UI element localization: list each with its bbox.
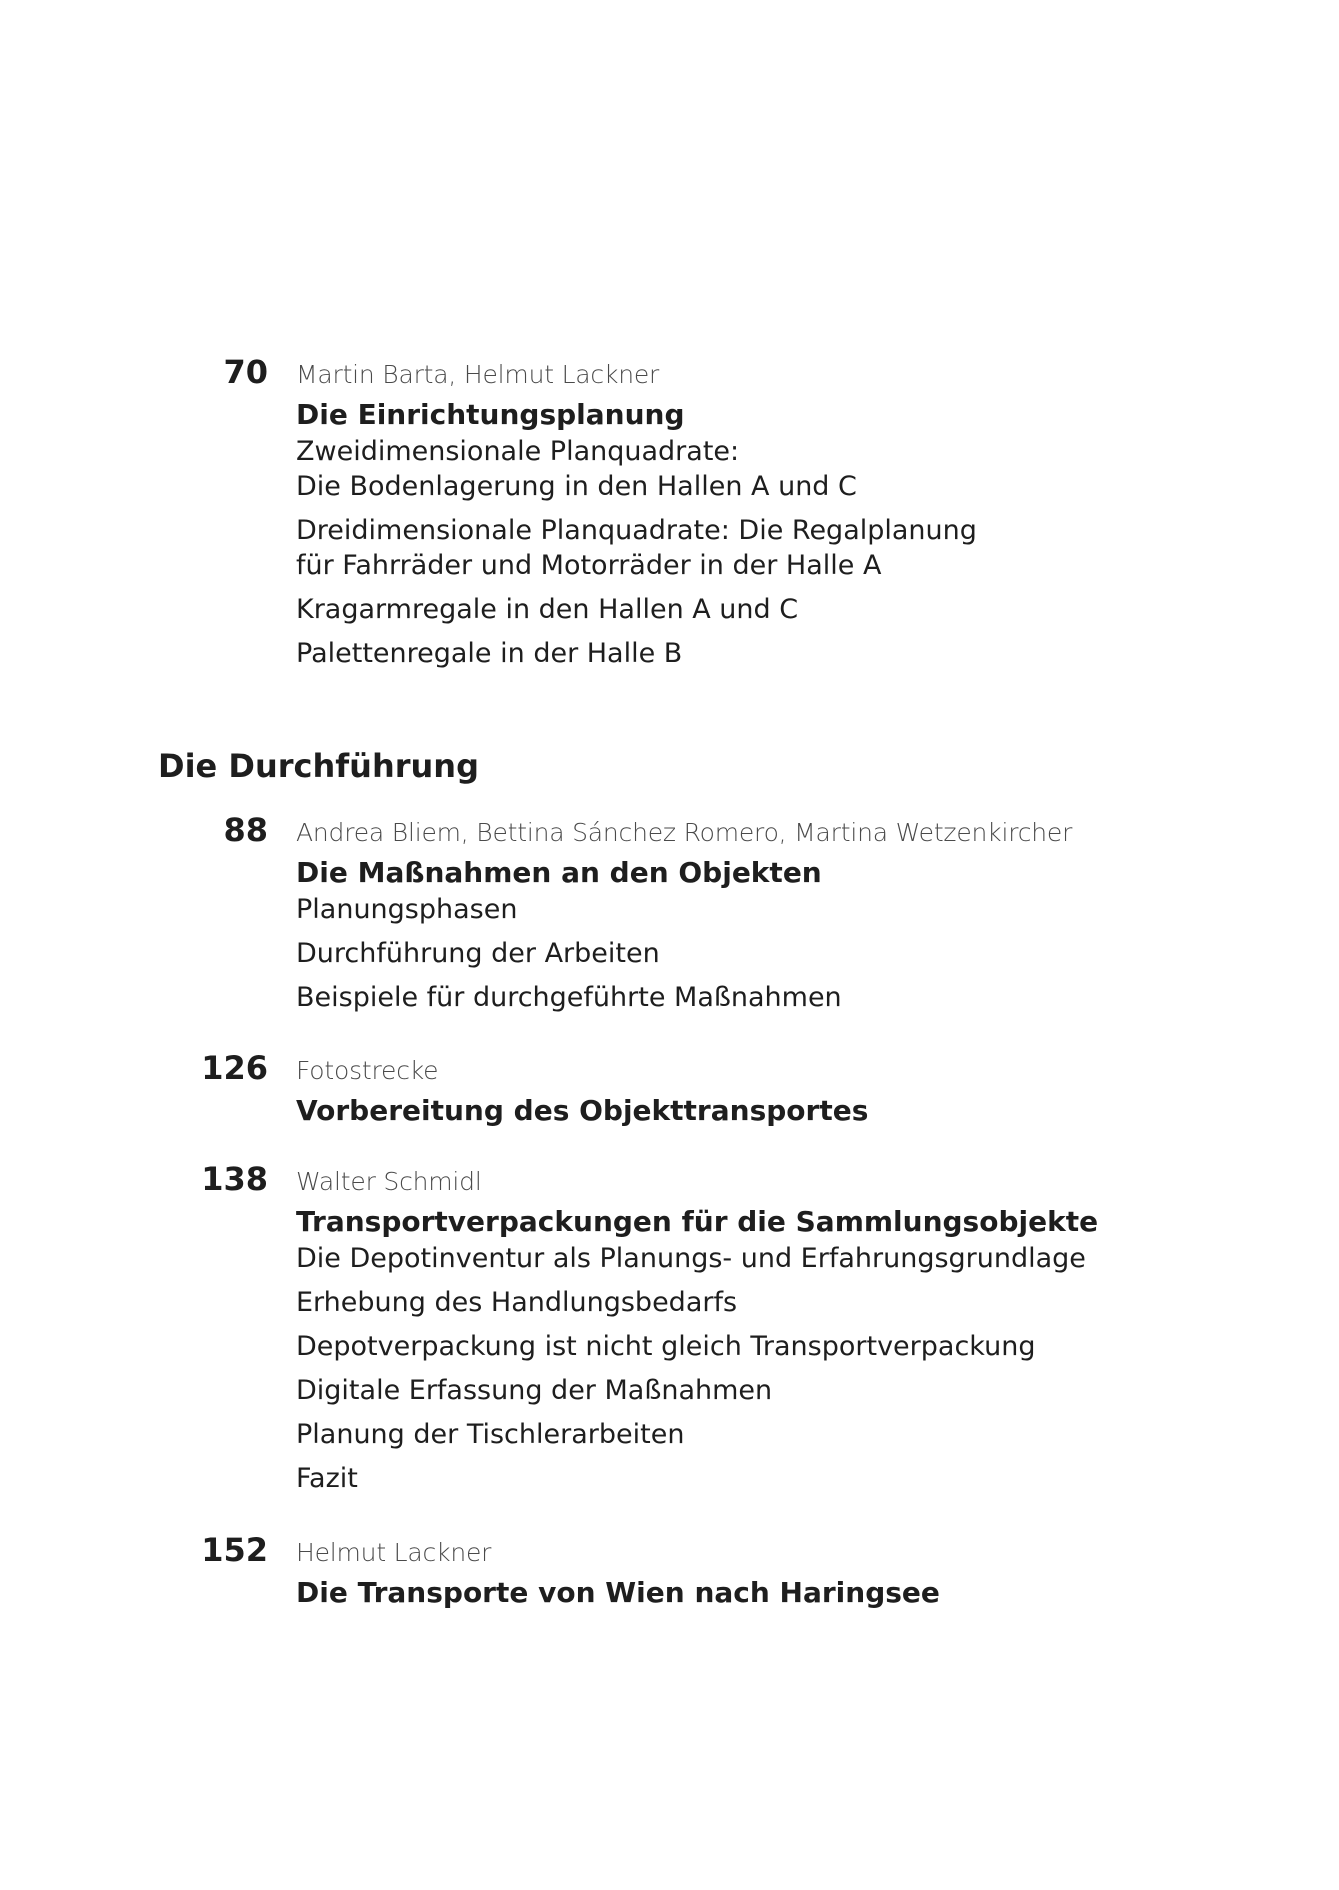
entry-subtitle: Fazit [296,1463,358,1494]
entry-author: Martin Barta, Helmut Lackner [296,360,660,389]
entry-author: Fotostrecke [296,1056,439,1085]
entry-subtitle: Digitale Erfassung der Maßnahmen [296,1375,773,1406]
entry-subtitle: Erhebung des Handlungsbedarfs [296,1287,738,1318]
entry-content [296,816,1276,1015]
entry-subtitle: Durchführung der Arbeiten [296,938,660,969]
entry-content [296,1536,1276,1612]
page-number: 152 [201,1531,268,1569]
entry-subtitle: Palettenregale in der Halle B [296,638,683,669]
entry-subtitle: Die Bodenlagerung in den Hallen A und C [296,471,857,502]
entry-title: Die Maßnahmen an den Objekten [296,856,822,889]
entry-subtitle: Die Depotinventur als Planungs- und Erfahrungsgrundlage [296,1243,1086,1274]
entry-subtitle: Planungsphasen [296,894,518,925]
page-number: 70 [223,353,268,391]
entry-subtitle: Beispiele für durchgeführte Maßnahmen [296,982,842,1013]
entry-content [296,1054,1276,1130]
entry-content [296,1165,1276,1496]
entry-subtitle: Zweidimensionale Planquadrate: [296,436,740,467]
entry-subtitle: Kragarmregale in den Hallen A und C [296,594,799,625]
page-number: 88 [223,811,268,849]
section-heading: Die Durchführung [158,747,479,785]
entry-author: Walter Schmidl [296,1167,482,1196]
page-number: 138 [201,1160,268,1198]
entry-title: Die Einrichtungsplanung [296,398,685,431]
entry-content [296,358,1276,671]
entry-subtitle: Dreidimensionale Planquadrate: Die Regalplanung [296,515,977,546]
entry-title: Die Transporte von Wien nach Haringsee [296,1576,940,1609]
entry-subtitle: Planung der Tischlerarbeiten [296,1419,685,1450]
entry-author: Helmut Lackner [296,1538,492,1567]
entry-title: Transportverpackungen für die Sammlungsobjekte [296,1205,1099,1238]
entry-subtitle: Depotverpackung ist nicht gleich Transportverpackung [296,1331,1036,1362]
page-number: 126 [201,1049,268,1087]
entry-title: Vorbereitung des Objekttransportes [296,1094,869,1127]
entry-subtitle: für Fahrräder und Motorräder in der Halle A [296,550,882,581]
entry-author: Andrea Bliem, Bettina Sánchez Romero, Martina Wetzenkircher [296,818,1073,847]
